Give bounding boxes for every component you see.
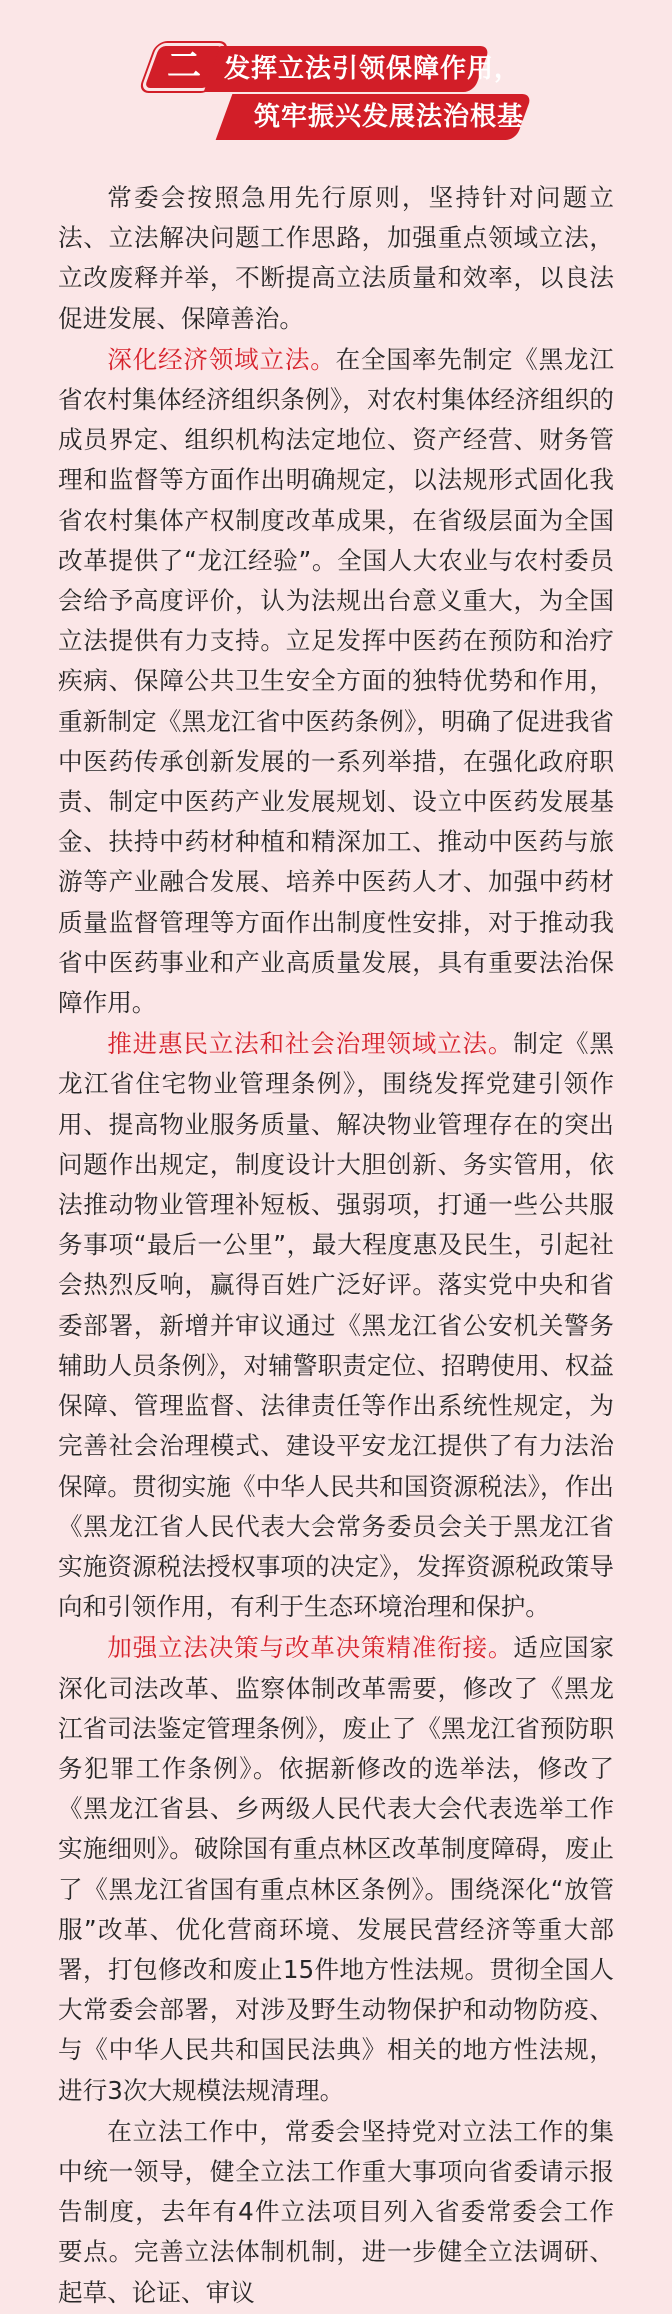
paragraph-reform-alignment: [58, 1628, 614, 2110]
section-header-banner: [0, 0, 672, 140]
section-title-line-2: 筑牢振兴发展法治根基: [254, 102, 525, 132]
paragraph-heading: 加强立法决策与改革决策精准衔接。: [107, 1633, 514, 1663]
article-body: [58, 178, 614, 2314]
paragraph-text: 在全国率先制定《黑龙江省农村集体经济组织条例》，对农村集体经济组织的成员界定、组织机构法定地位、资产经营、财务管理和监督等方面作出明确规定，以法规形式固化我省农村集体产权制度改革成果，在省级层面为全国改革提供了“龙江经验”。全国人大农业与农村委员会给予高度评价，认为法规出台意义重大，为全国立法提供有力支持。立足发挥中医药在预防和治疗疾病、保障公共卫生安全方面的独特优势和作用，重新制定《黑龙江省中医药条例》，明确了促进我省中医药传承创新发展的一系列举措，在强化政府职责、制定中医药产业发展规划、设立中医药发展基金、扶持中药材种植和精深加工、推动中医药与旅游等产业融合发展、培养中医药人才、加强中药材质量监督管理等方面作出制度性安排，对于推动我省中医药事业和产业高质量发展，具有重要法治保障作用。: [58, 344, 614, 1018]
paragraph-text: 在立法工作中，常委会坚持党对立法工作的集中统一领导，健全立法工作重大事项向省委请示报告制度，去年有4件立法项目列入省委常委会工作要点。完善立法体制机制，进一步健全立法调研、起草、论证、审议: [58, 2116, 614, 2307]
paragraph-text: 适应国家深化司法改革、监察体制改革需要，修改了《黑龙江省司法鉴定管理条例》，废止了《黑龙江省预防职务犯罪工作条例》。依据新修改的选举法，修改了《黑龙江省县、乡两级人民代表大会代表选举工作实施细则》。破除国有重点林区改革制度障碍，废止了《黑龙江省国有重点林区条例》。围绕深化“放管服”改革、优化营商环境、发展民营经济等重大部署，打包修改和废止15件地方性法规。贯彻全国人大常委会部署，对涉及野生动物保护和动物防疫、与《中华人民共和国民法典》相关的地方性法规，进行3次大规模法规清理。: [58, 1633, 614, 2105]
paragraph-economic-legislation: [58, 340, 614, 1023]
paragraph-text: 制定《黑龙江省住宅物业管理条例》，围绕发挥党建引领作用、提高物业服务质量、解决物业管理存在的突出问题作出规定，制度设计大胆创新、务实管用，依法推动物业管理补短板、强弱项，打通一些公共服务事项“最后一公里”，最大程度惠及民生，引起社会热烈反响，赢得百姓广泛好评。落实党中央和省委部署，新增并审议通过《黑龙江省公安机关警务辅助人员条例》，对辅警职责定位、招聘使用、权益保障、管理监督、法律责任等作出系统性规定，为完善社会治理模式、建设平安龙江提供了有力法治保障。贯彻实施《中华人民共和国资源税法》，作出《黑龙江省人民代表大会常务委员会关于黑龙江省实施资源税法授权事项的决定》，发挥资源税政策导向和引领作用，有利于生态环境治理和保护。: [58, 1029, 614, 1622]
paragraph-social-governance: [58, 1024, 614, 1627]
paragraph-intro: [58, 178, 614, 339]
paragraph-heading: 推进惠民立法和社会治理领域立法。: [107, 1029, 514, 1059]
paragraph-party-leadership: [58, 2112, 614, 2313]
paragraph-text: 常委会按照急用先行原则，坚持针对问题立法、立法解决问题工作思路，加强重点领域立法，立改废释并举，不断提高立法质量和效率，以良法促进发展、保障善治。: [58, 183, 614, 333]
section-title-line-1: 发挥立法引领保障作用，: [224, 54, 522, 84]
paragraph-heading: 深化经济领域立法。: [107, 344, 336, 374]
section-number: 二: [167, 46, 201, 86]
